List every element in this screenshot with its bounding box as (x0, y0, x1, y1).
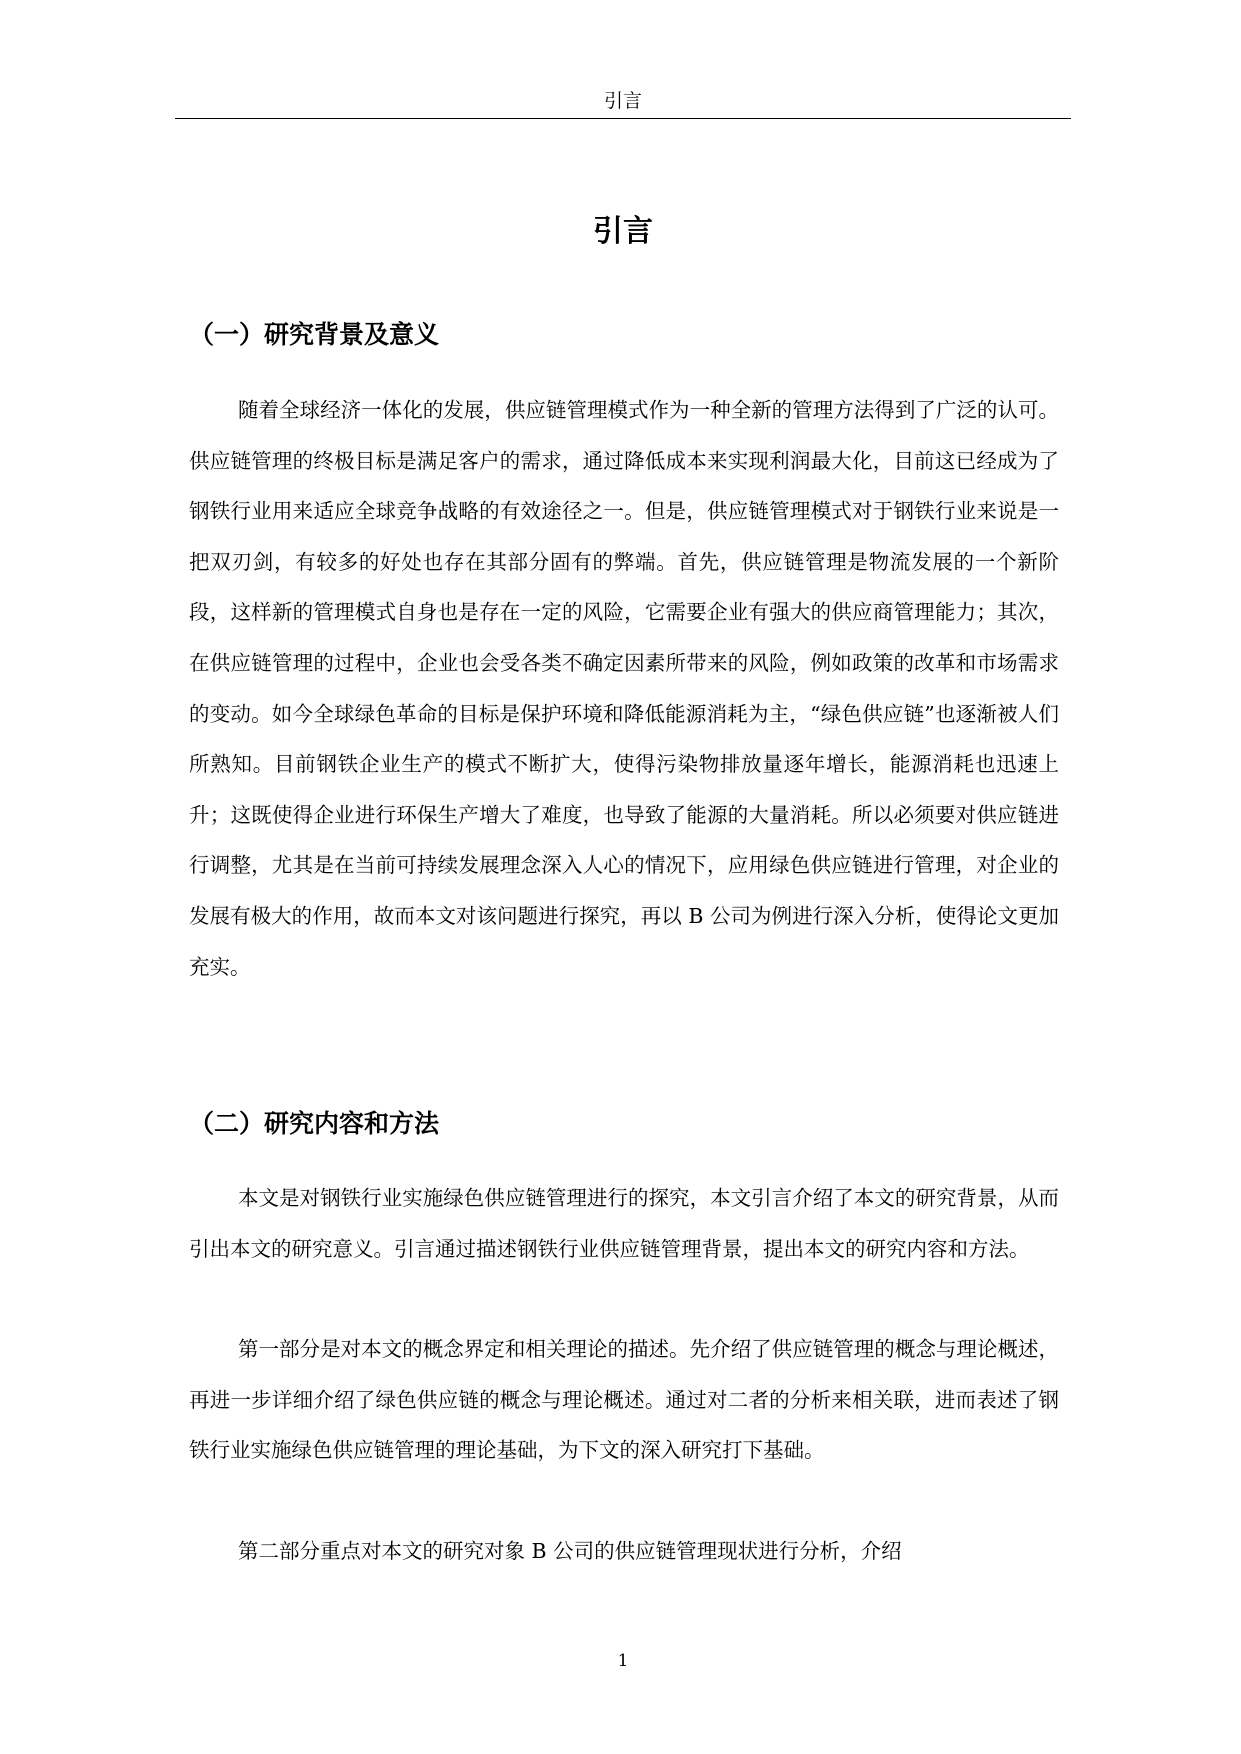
page-number: 1 (617, 1651, 629, 1671)
section-heading-content-methods: （二）研究内容和方法 (189, 1109, 440, 1138)
paragraph-part-one: 第一部分是对本文的概念界定和相关理论的描述。先介绍了供应链管理的概念与理论概述，再进一步详细介绍了绿色供应链的概念与理论概述。通过对二者的分析来相关联，进而表述了钢铁行业实施绿色供应链管理的理论基础，为下文的深入研究打下基础。 (189, 1337, 1059, 1463)
running-header (175, 86, 1071, 119)
paragraph-part-two: 第二部分重点对本文的研究对象 B 公司的供应链管理现状进行分析，介绍 (238, 1539, 902, 1563)
running-header-title: 引言 (603, 90, 642, 112)
section-heading-background: （一）研究背景及意义 (189, 320, 440, 349)
paragraph-background: 随着全球经济一体化的发展，供应链管理模式作为一种全新的管理方法得到了广泛的认可。供应链管理的终极目标是满足客户的需求，通过降低成本来实现利润最大化，目前这已经成为了钢铁行业用来适应全球竞争战略的有效途径之一。但是，供应链管理模式对于钢铁行业来说是一把双刃剑，有较多的好处也存在其部分固有的弊端。首先，供应链管理是物流发展的一个新阶段，这样新的管理模式自身也是存在一定的风险，它需要企业有强大的供应商管理能力；其次，在供应链管理的过程中，企业也会受各类不确定因素所带来的风险，例如政策的改革和市场需求的变动。如今全球绿色革命的目标是保护环境和降低能源消耗为主，“绿色供应链”也逐渐被人们所熟知。目前钢铁企业生产的模式不断扩大，使得污染物排放量逐年增长，能源消耗也迅速上升；这既使得企业进行环保生产增大了难度，也导致了能源的大量消耗。所以必须要对供应链进行调整，尤其是在当前可持续发展理念深入人心的情况下，应用绿色供应链进行管理，对企业的发展有极大的作用，故而本文对该问题进行探究，再以 B 公司为例进行深入分析，使得论文更加充实。 (189, 398, 1059, 979)
chapter-title: 引言 (593, 214, 653, 249)
paragraph-content-intro: 本文是对钢铁行业实施绿色供应链管理进行的探究，本文引言介绍了本文的研究背景，从而引出本文的研究意义。引言通过描述钢铁行业供应链管理背景，提出本文的研究内容和方法。 (189, 1186, 1059, 1261)
